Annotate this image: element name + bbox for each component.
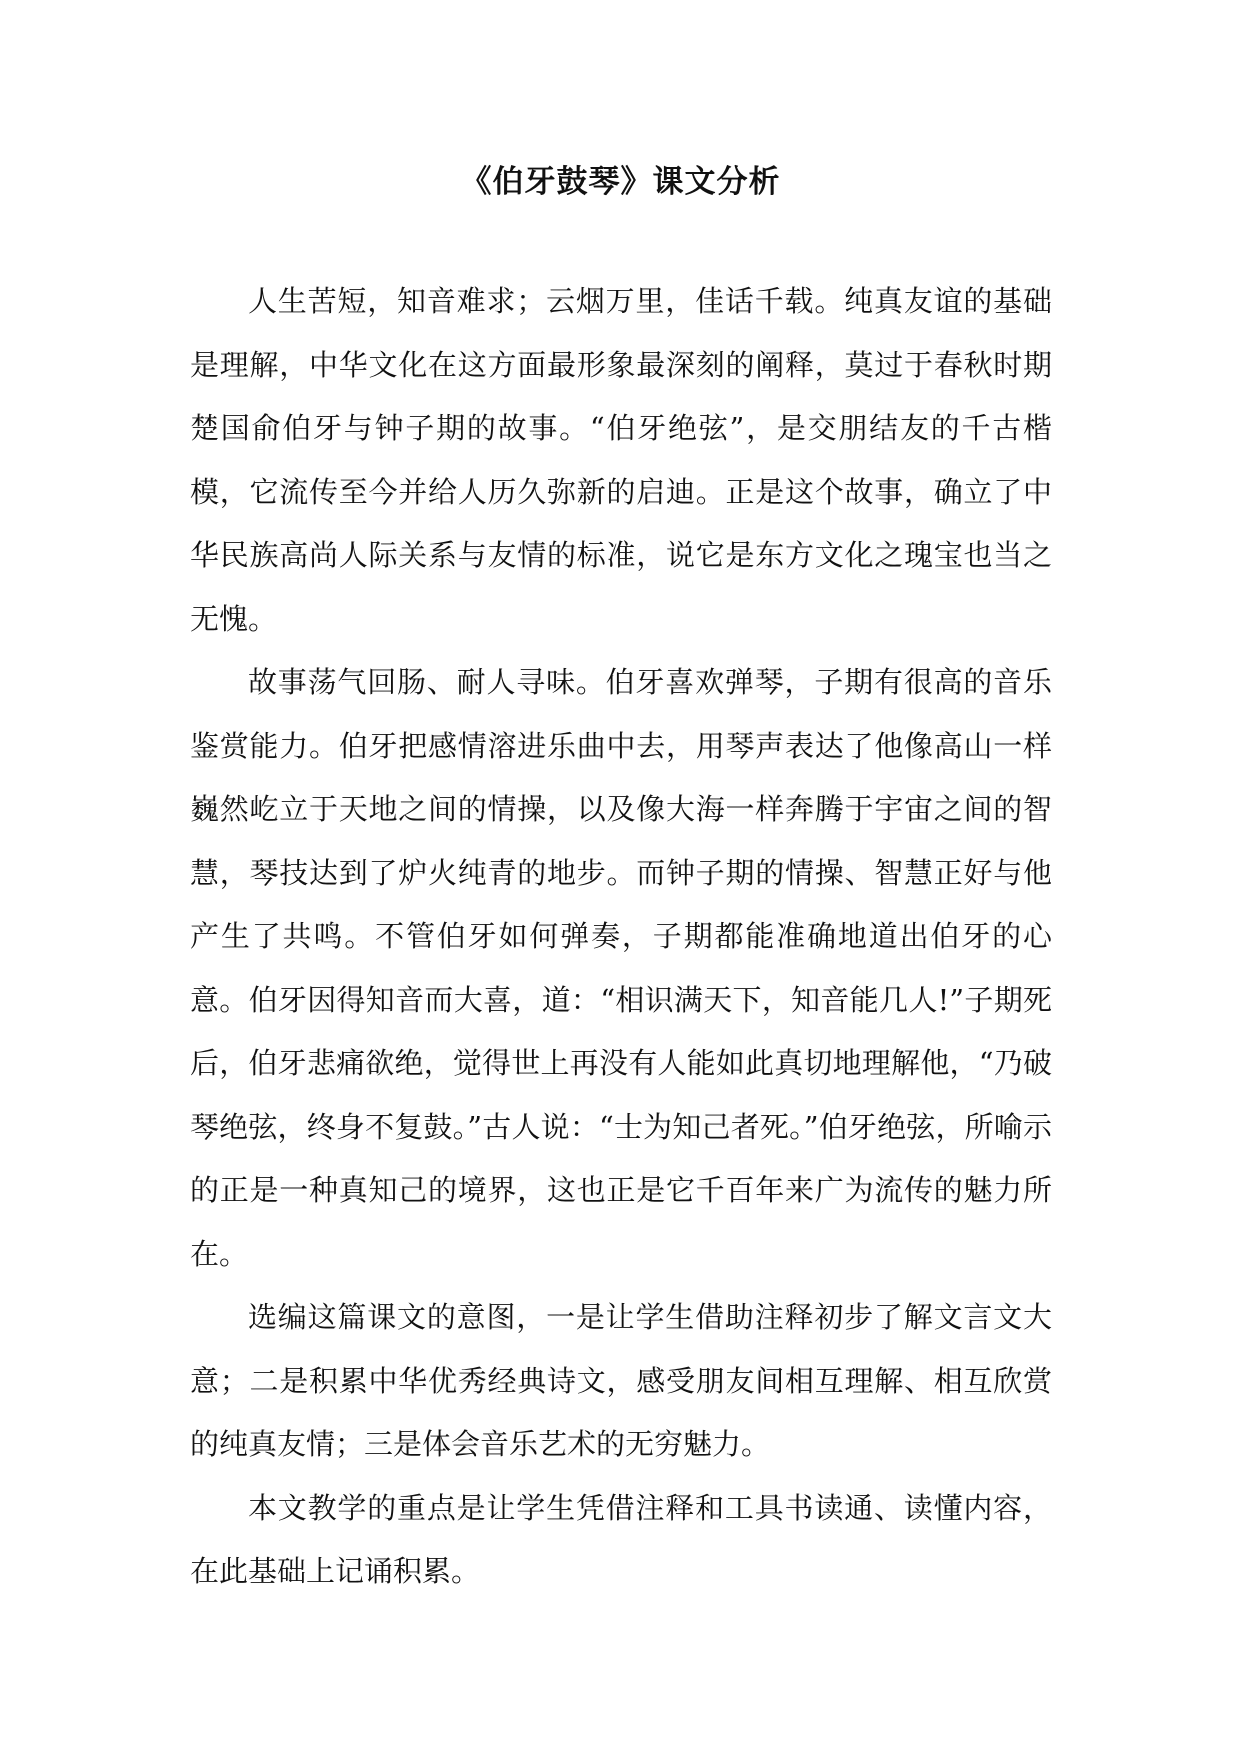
document-title: 《伯牙鼓琴》课文分析 <box>460 164 781 200</box>
paragraph-focus: 本文教学的重点是让学生凭借注释和工具书读通、读懂内容，在此基础上记诵积累。 <box>190 1490 1052 1588</box>
paragraph-intro: 人生苦短，知音难求；云烟万里，佳话千载。纯真友谊的基础是理解，中华文化在这方面最形象最深刻的阐释，莫过于春秋时期楚国俞伯牙与钟子期的故事。“伯牙绝弦”，是交朋结友的千古楷模，它流传至今并给人历久弥新的启迪。正是这个故事，确立了中华民族高尚人际关系与友情的标准，说它是东方文化之瑰宝也当之无愧。 <box>190 284 1052 636</box>
document-body <box>190 270 1052 1604</box>
paragraph-intent: 选编这篇课文的意图，一是让学生借助注释初步了解文言文大意；二是积累中华优秀经典诗文，感受朋友间相互理解、相互欣赏的纯真友情；三是体会音乐艺术的无穷魅力。 <box>190 1300 1052 1461</box>
paragraph-story: 故事荡气回肠、耐人寻味。伯牙喜欢弹琴，子期有很高的音乐鉴赏能力。伯牙把感情溶进乐曲中去，用琴声表达了他像高山一样巍然屹立于天地之间的情操，以及像大海一样奔腾于宇宙之间的智慧，琴技达到了炉火纯青的地步。而钟子期的情操、智慧正好与他产生了共鸣。不管伯牙如何弹奏，子期都能准确地道出伯牙的心意。伯牙因得知音而大喜，道：“相识满天下，知音能几人!”子期死后，伯牙悲痛欲绝，觉得世上再没有人能如此真切地理解他，“乃破琴绝弦，终身不复鼓。”古人说：“士为知己者死。”伯牙绝弦，所喻示的正是一种真知己的境界，这也正是它千百年来广为流传的魅力所在。 <box>190 665 1052 1271</box>
